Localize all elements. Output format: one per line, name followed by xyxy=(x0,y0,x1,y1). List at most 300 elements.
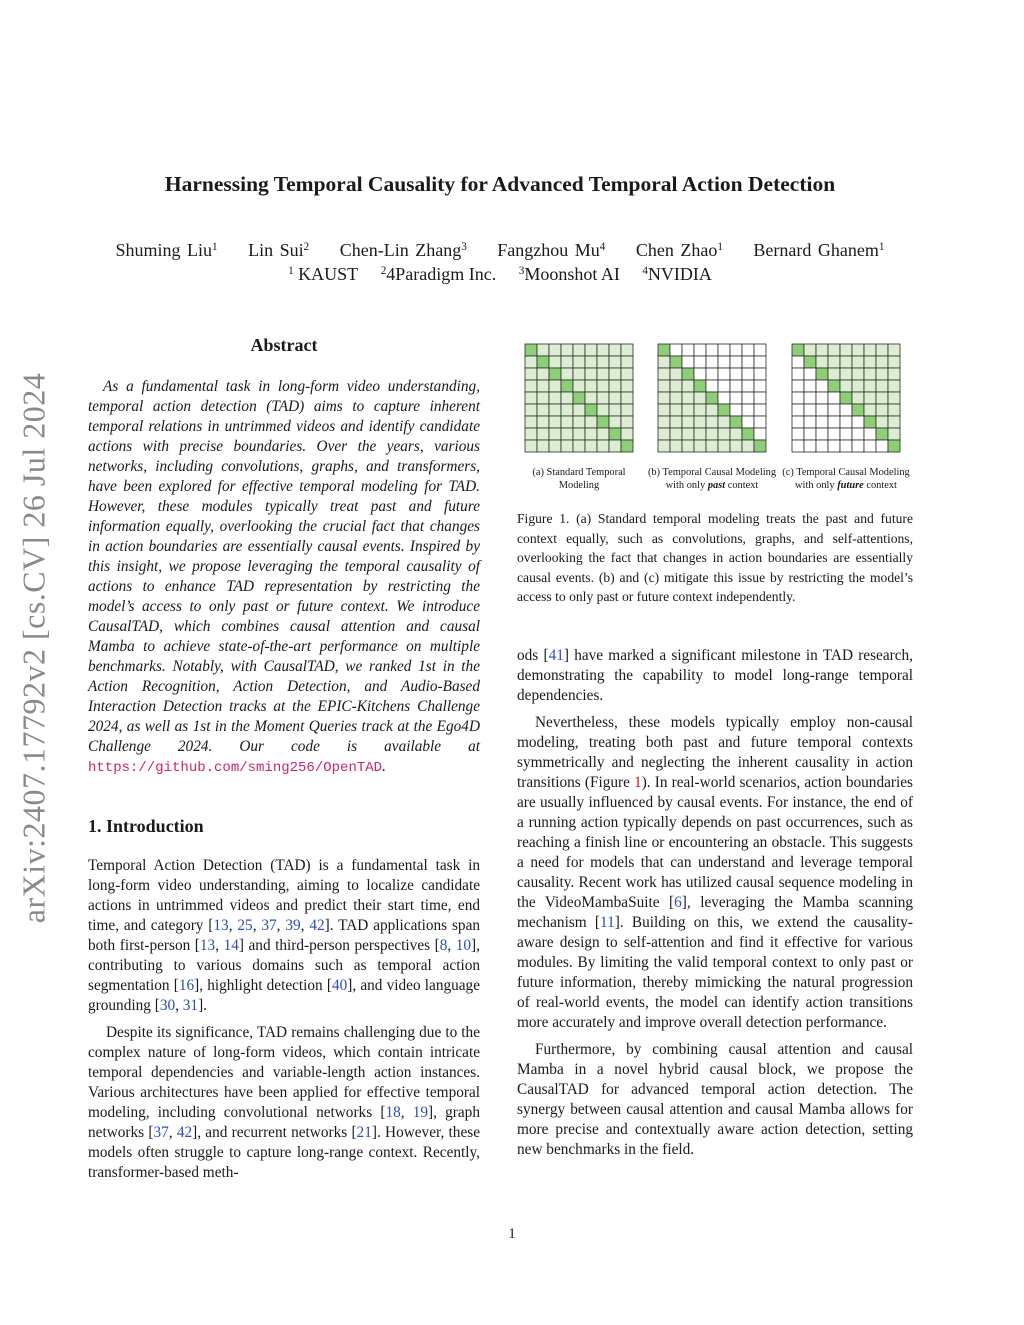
matrix-cell xyxy=(840,356,852,368)
matrix-cell xyxy=(828,428,840,440)
matrix-cell xyxy=(816,392,828,404)
matrix-cell xyxy=(742,368,754,380)
matrix-cell xyxy=(754,404,766,416)
matrix-cell xyxy=(670,380,682,392)
matrix-cell xyxy=(706,380,718,392)
matrix-cell xyxy=(621,428,633,440)
subcaption-b: (b) Temporal Causal Modeling with only past context xyxy=(647,467,777,491)
matrix-cell xyxy=(718,392,730,404)
matrix-cell xyxy=(876,368,888,380)
matrix-cell xyxy=(537,428,549,440)
affiliation: $^4$NVIDIA xyxy=(642,264,712,284)
matrix-cell xyxy=(864,416,876,428)
matrix-cell xyxy=(804,428,816,440)
matrix-cell xyxy=(754,368,766,380)
matrix-cell xyxy=(537,404,549,416)
matrix-cell xyxy=(694,416,706,428)
matrix-cell xyxy=(730,404,742,416)
matrix-cell xyxy=(573,356,585,368)
matrix-cell xyxy=(585,440,597,452)
matrix-cell xyxy=(658,344,670,356)
matrix-cell xyxy=(694,428,706,440)
matrix-cell xyxy=(792,380,804,392)
matrix-cell xyxy=(597,392,609,404)
matrix-cell xyxy=(525,440,537,452)
code-link[interactable]: https://github.com/sming256/OpenTAD xyxy=(88,760,383,776)
matrix-cell xyxy=(670,440,682,452)
citation-link[interactable]: 10 xyxy=(455,937,472,954)
matrix-cell xyxy=(670,404,682,416)
matrix-cell xyxy=(876,428,888,440)
matrix-cell xyxy=(561,344,573,356)
matrix-cell xyxy=(876,392,888,404)
matrix-cell xyxy=(840,440,852,452)
intro-paragraph-5: Furthermore, by combining causal attention and causal Mamba in a novel hybrid causal block, we propose the CausalTAD for advanced temporal action detection. The synergy between causal attention and causal Mamba allows for more precise and contextually aware action detection, setting new benchmarks in the field. xyxy=(517,1041,913,1158)
author: Fangzhou Mu$^4$ xyxy=(497,240,606,260)
matrix-cell xyxy=(876,404,888,416)
matrix-cell xyxy=(828,440,840,452)
matrix-cell xyxy=(573,380,585,392)
matrix-cell xyxy=(597,416,609,428)
matrix-cell xyxy=(754,416,766,428)
citation-link[interactable]: 31 xyxy=(182,997,199,1014)
matrix-cell xyxy=(682,416,694,428)
matrix-cell xyxy=(658,356,670,368)
citation-link[interactable]: 8 xyxy=(439,937,448,954)
attention-matrix-future xyxy=(791,343,901,453)
matrix-cell xyxy=(742,392,754,404)
matrix-cell xyxy=(840,368,852,380)
matrix-cell xyxy=(597,344,609,356)
matrix-cell xyxy=(537,344,549,356)
matrix-cell xyxy=(888,392,900,404)
matrix-cell xyxy=(804,416,816,428)
matrix-cell xyxy=(804,392,816,404)
matrix-cell xyxy=(682,368,694,380)
matrix-cell xyxy=(718,404,730,416)
affiliation-list xyxy=(80,264,920,285)
matrix-cell xyxy=(549,392,561,404)
matrix-cell xyxy=(730,380,742,392)
matrix-cell xyxy=(658,392,670,404)
matrix-cell xyxy=(585,428,597,440)
matrix-cell xyxy=(585,380,597,392)
matrix-cell xyxy=(621,416,633,428)
matrix-cell xyxy=(682,392,694,404)
matrix-cell xyxy=(864,344,876,356)
matrix-cell xyxy=(525,392,537,404)
matrix-cell xyxy=(585,392,597,404)
matrix-cell xyxy=(816,404,828,416)
matrix-cell xyxy=(804,356,816,368)
matrix-cell xyxy=(718,428,730,440)
matrix-cell xyxy=(658,380,670,392)
citation-link[interactable]: 42 xyxy=(309,917,325,934)
matrix-cell xyxy=(816,428,828,440)
matrix-cell xyxy=(718,368,730,380)
matrix-cell xyxy=(621,392,633,404)
matrix-cell xyxy=(742,416,754,428)
matrix-cell xyxy=(682,440,694,452)
matrix-cell xyxy=(597,440,609,452)
matrix-cell xyxy=(754,344,766,356)
matrix-cell xyxy=(718,416,730,428)
matrix-cell xyxy=(549,440,561,452)
matrix-cell xyxy=(852,392,864,404)
matrix-cell xyxy=(706,368,718,380)
author: Lin Sui$^2$ xyxy=(248,240,310,260)
intro-paragraph-2: Despite its significance, TAD remains challenging due to the complex nature of long-form videos, which contain intricate temporal dependencies and variable-length action instances. Various architectures have been applied for effective temporal modeling, including convolutional networks [18, 19], graph networks [37, 42], and recurrent networks [21]. However, these models often struggle to capture long-range context. Recently, transformer-based meth- xyxy=(88,1024,480,1181)
matrix-cell xyxy=(864,428,876,440)
matrix-cell xyxy=(561,428,573,440)
matrix-cell xyxy=(585,368,597,380)
matrix-cell xyxy=(621,404,633,416)
matrix-cell xyxy=(658,368,670,380)
matrix-cell xyxy=(694,440,706,452)
paper-title: Harnessing Temporal Causality for Advanced Temporal Action Detection xyxy=(164,172,836,196)
intro-heading: 1. Introduction xyxy=(88,816,204,836)
matrix-cell xyxy=(549,428,561,440)
matrix-cell xyxy=(816,380,828,392)
matrix-cell xyxy=(609,368,621,380)
matrix-cell xyxy=(694,380,706,392)
matrix-cell xyxy=(682,428,694,440)
matrix-cell xyxy=(792,440,804,452)
citation-link[interactable]: 41 xyxy=(548,647,564,664)
matrix-cell xyxy=(792,368,804,380)
citation-link[interactable]: 6 xyxy=(674,894,682,911)
matrix-cell xyxy=(525,380,537,392)
matrix-cell xyxy=(730,440,742,452)
matrix-cell xyxy=(840,392,852,404)
matrix-cell xyxy=(609,356,621,368)
matrix-cell xyxy=(525,428,537,440)
matrix-cell xyxy=(876,356,888,368)
citation-link[interactable]: 16 xyxy=(178,977,195,994)
matrix-cell xyxy=(585,344,597,356)
matrix-cell xyxy=(658,440,670,452)
matrix-cell xyxy=(888,356,900,368)
author: Shuming Liu$^1$ xyxy=(115,240,218,260)
matrix-cell xyxy=(609,416,621,428)
matrix-cell xyxy=(852,416,864,428)
matrix-cell xyxy=(840,404,852,416)
matrix-cell xyxy=(609,380,621,392)
matrix-cell xyxy=(742,380,754,392)
matrix-cell xyxy=(561,392,573,404)
matrix-cell xyxy=(852,356,864,368)
matrix-cell xyxy=(828,392,840,404)
matrix-cell xyxy=(573,428,585,440)
matrix-cell xyxy=(816,440,828,452)
citation-link[interactable]: 21 xyxy=(356,1124,372,1141)
abstract-heading: Abstract xyxy=(250,335,318,355)
page-number: 1 xyxy=(508,1226,516,1242)
matrix-cell xyxy=(864,368,876,380)
citation-link[interactable]: 19 xyxy=(412,1104,429,1121)
citation-link[interactable]: 40 xyxy=(331,977,348,994)
matrix-cell xyxy=(852,368,864,380)
matrix-cell xyxy=(742,356,754,368)
matrix-cell xyxy=(537,368,549,380)
matrix-cell xyxy=(730,344,742,356)
matrix-cell xyxy=(888,440,900,452)
matrix-cell xyxy=(525,404,537,416)
matrix-cell xyxy=(840,416,852,428)
citation-link[interactable]: 30 xyxy=(159,997,176,1014)
matrix-cell xyxy=(525,368,537,380)
matrix-cell xyxy=(804,344,816,356)
matrix-cell xyxy=(549,380,561,392)
left-column xyxy=(88,333,480,1183)
matrix-cell xyxy=(670,344,682,356)
matrix-cell xyxy=(585,416,597,428)
matrix-cell xyxy=(840,380,852,392)
matrix-cell xyxy=(658,428,670,440)
citation-link[interactable]: 37 xyxy=(153,1124,169,1141)
matrix-cell xyxy=(549,356,561,368)
matrix-cell xyxy=(706,404,718,416)
matrix-cell xyxy=(864,404,876,416)
matrix-cell xyxy=(658,416,670,428)
matrix-cell xyxy=(730,368,742,380)
matrix-cell xyxy=(585,356,597,368)
matrix-cell xyxy=(876,380,888,392)
matrix-cell xyxy=(864,380,876,392)
matrix-cell xyxy=(561,380,573,392)
matrix-cell xyxy=(754,356,766,368)
matrix-cell xyxy=(828,416,840,428)
matrix-cell xyxy=(706,440,718,452)
matrix-cell xyxy=(888,416,900,428)
matrix-cell xyxy=(792,392,804,404)
matrix-cell xyxy=(573,368,585,380)
abstract-text: As a fundamental task in long-form video understanding, temporal action detection (TAD) aims to capture inherent temporal relations in untrimmed videos and identify candidate actions with precise boundaries. Over the years, various networks, including convolutions, graphs, and transformers, have been explored for effective temporal modeling for TAD. However, these modules typically treat past and future information equally, overlooking the crucial fact that changes in action boundaries are essentially causal events. Inspired by this insight, we propose leveraging the temporal causality of actions to enhance TAD representation by restricting the model’s access to only past or future context. We introduce CausalTAD, which combines causal attention and causal Mamba to achieve state-of-the-art performance on multiple benchmarks. Notably, with CausalTAD, we ranked 1st in the Action Recognition, Action Detection, and Audio-Based Interaction Detection tracks at the EPIC-Kitchens Challenge 2024, as well as 1st in the Moment Queries track at the Ego4D Challenge 2024. Our code is available at https://github.com/sming256/OpenTAD. xyxy=(88,378,480,776)
matrix-cell xyxy=(816,344,828,356)
matrix-cell xyxy=(864,440,876,452)
matrix-cell xyxy=(730,356,742,368)
citation-link[interactable]: 13 xyxy=(199,937,216,954)
matrix-cell xyxy=(694,344,706,356)
attention-matrix-past xyxy=(657,343,767,453)
author: Chen Zhao$^1$ xyxy=(635,240,723,260)
matrix-cell xyxy=(888,428,900,440)
matrix-cell xyxy=(888,404,900,416)
subfigure-b xyxy=(657,343,767,453)
author: Chen-Lin Zhang$^3$ xyxy=(339,240,467,260)
matrix-cell xyxy=(804,440,816,452)
attention-matrix-full xyxy=(524,343,634,453)
matrix-cell xyxy=(670,368,682,380)
author-list xyxy=(80,240,920,261)
matrix-cell xyxy=(718,344,730,356)
matrix-cell xyxy=(670,428,682,440)
intro-paragraph-1: Temporal Action Detection (TAD) is a fundamental task in long-form video understanding, aiming to localize candidate actions in untrimmed videos and predict their start time, end time, and category [13, 25, 37, 39, 42]. TAD applications span both first-person [13, 14] and third-person perspectives [8, 10], contributing to various domains such as temporal action segmentation [16], highlight detection [40], and video language grounding [30, 31]. xyxy=(88,857,481,1014)
matrix-cell xyxy=(706,344,718,356)
matrix-cell xyxy=(792,416,804,428)
citation-link[interactable]: 25 xyxy=(237,917,253,934)
figure-reference-link[interactable]: 1 xyxy=(634,774,642,791)
matrix-cell xyxy=(561,356,573,368)
matrix-cell xyxy=(742,428,754,440)
matrix-cell xyxy=(706,392,718,404)
matrix-cell xyxy=(609,404,621,416)
affiliation: $^3$Moonshot AI xyxy=(518,264,620,284)
matrix-cell xyxy=(621,440,633,452)
matrix-cell xyxy=(597,368,609,380)
matrix-cell xyxy=(609,440,621,452)
matrix-cell xyxy=(754,440,766,452)
matrix-cell xyxy=(597,428,609,440)
matrix-cell xyxy=(804,404,816,416)
matrix-cell xyxy=(525,344,537,356)
matrix-cell xyxy=(573,344,585,356)
matrix-cell xyxy=(525,416,537,428)
matrix-cell xyxy=(670,416,682,428)
citation-link[interactable]: 14 xyxy=(223,937,239,954)
matrix-cell xyxy=(525,356,537,368)
matrix-cell xyxy=(585,404,597,416)
citation-link[interactable]: 11 xyxy=(600,914,615,931)
author: Bernard Ghanem$^1$ xyxy=(753,240,885,260)
matrix-cell xyxy=(694,356,706,368)
matrix-cell xyxy=(876,344,888,356)
matrix-cell xyxy=(828,344,840,356)
matrix-cell xyxy=(682,344,694,356)
matrix-cell xyxy=(828,404,840,416)
matrix-cell xyxy=(840,344,852,356)
matrix-cell xyxy=(828,380,840,392)
matrix-cell xyxy=(609,428,621,440)
matrix-cell xyxy=(537,416,549,428)
matrix-cell xyxy=(670,356,682,368)
matrix-cell xyxy=(537,440,549,452)
matrix-cell xyxy=(852,380,864,392)
matrix-cell xyxy=(888,344,900,356)
matrix-cell xyxy=(682,404,694,416)
matrix-cell xyxy=(852,344,864,356)
matrix-cell xyxy=(742,404,754,416)
matrix-cell xyxy=(816,356,828,368)
matrix-cell xyxy=(609,344,621,356)
matrix-cell xyxy=(730,392,742,404)
matrix-cell xyxy=(852,404,864,416)
matrix-cell xyxy=(804,380,816,392)
matrix-cell xyxy=(852,440,864,452)
subfigure-a xyxy=(524,343,634,453)
matrix-cell xyxy=(621,356,633,368)
affiliation: $^2$4Paradigm Inc. xyxy=(380,264,497,284)
matrix-cell xyxy=(597,380,609,392)
matrix-cell xyxy=(573,404,585,416)
matrix-cell xyxy=(718,356,730,368)
matrix-cell xyxy=(694,368,706,380)
matrix-cell xyxy=(549,416,561,428)
matrix-cell xyxy=(573,416,585,428)
matrix-cell xyxy=(549,344,561,356)
matrix-cell xyxy=(876,440,888,452)
affiliation: $^1$ KAUST xyxy=(288,264,359,284)
matrix-cell xyxy=(621,344,633,356)
matrix-cell xyxy=(682,356,694,368)
subcaption-c: (c) Temporal Causal Modeling with only future context xyxy=(782,467,910,491)
matrix-cell xyxy=(754,392,766,404)
matrix-cell xyxy=(852,428,864,440)
matrix-cell xyxy=(876,416,888,428)
citation-link[interactable]: 13 xyxy=(213,917,229,934)
matrix-cell xyxy=(537,392,549,404)
matrix-cell xyxy=(706,428,718,440)
matrix-cell xyxy=(742,344,754,356)
matrix-cell xyxy=(730,416,742,428)
matrix-cell xyxy=(864,392,876,404)
right-column xyxy=(517,646,913,1160)
matrix-cell xyxy=(561,368,573,380)
matrix-cell xyxy=(828,356,840,368)
subfigure-c xyxy=(791,343,901,453)
matrix-cell xyxy=(888,368,900,380)
matrix-cell xyxy=(621,380,633,392)
intro-paragraph-3: ods [41] have marked a significant milestone in TAD research, demonstrating the capability to model long-range temporal dependencies. xyxy=(517,647,913,704)
matrix-cell xyxy=(840,428,852,440)
matrix-cell xyxy=(694,404,706,416)
matrix-cell xyxy=(792,428,804,440)
matrix-cell xyxy=(670,392,682,404)
matrix-cell xyxy=(718,440,730,452)
matrix-cell xyxy=(888,380,900,392)
matrix-cell xyxy=(742,440,754,452)
matrix-cell xyxy=(561,404,573,416)
matrix-cell xyxy=(561,440,573,452)
matrix-cell xyxy=(561,416,573,428)
matrix-cell xyxy=(537,380,549,392)
matrix-cell xyxy=(706,356,718,368)
citation-link[interactable]: 37 xyxy=(261,917,277,934)
matrix-cell xyxy=(694,392,706,404)
matrix-cell xyxy=(754,380,766,392)
matrix-cell xyxy=(549,368,561,380)
matrix-cell xyxy=(816,416,828,428)
citation-link[interactable]: 39 xyxy=(285,917,301,934)
matrix-cell xyxy=(682,380,694,392)
matrix-cell xyxy=(730,428,742,440)
subcaption-a: (a) Standard Temporal Modeling xyxy=(532,467,626,491)
matrix-cell xyxy=(828,368,840,380)
matrix-cell xyxy=(804,368,816,380)
arxiv-id-text: arXiv:2407.17792v2 [cs.CV] 26 Jul 2024 xyxy=(15,372,52,924)
matrix-cell xyxy=(718,380,730,392)
matrix-cell xyxy=(597,404,609,416)
matrix-cell xyxy=(573,392,585,404)
citation-link[interactable]: 42 xyxy=(176,1124,193,1141)
matrix-cell xyxy=(792,344,804,356)
matrix-cell xyxy=(609,392,621,404)
matrix-cell xyxy=(816,368,828,380)
matrix-cell xyxy=(864,356,876,368)
intro-paragraph-4: Nevertheless, these models typically employ non-causal modeling, treating both past and future temporal contexts symmetrically and neglecting the inherent causality in action transitions (Figure 1). In real-world scenarios, action boundaries are usually influenced by causal events. For instance, the end of a running action typically depends on past occurrences, such as reaching a finish line or encountering an obstacle. This suggests a need for models that can understand and leverage temporal causality. Recent work has utilized causal sequence modeling in the VideoMambaSuite [6], leveraging the Mamba scanning mechanism [11]. Building on this, we extend the causality-aware design to self-attention and find it effective for various modules. By limiting the valid temporal context to only past or future information, thereby mimicking the natural progression of real-world events, the model can identify action transitions more accurately and improve overall detection performance. xyxy=(517,714,913,1031)
matrix-cell xyxy=(597,356,609,368)
matrix-cell xyxy=(621,368,633,380)
matrix-cell xyxy=(573,440,585,452)
matrix-cell xyxy=(792,404,804,416)
matrix-cell xyxy=(792,356,804,368)
matrix-cell xyxy=(549,404,561,416)
matrix-cell xyxy=(706,416,718,428)
figure-caption: Figure 1. (a) Standard temporal modeling treats the past and future context equally, such as convolutions, graphs, and self-attentions, overlooking the fact that changes in action boundaries are essentially causal events. (b) and (c) mitigate this issue by restricting the model’s access to only past or future context independently. xyxy=(517,511,913,604)
citation-link[interactable]: 18 xyxy=(385,1104,401,1121)
matrix-cell xyxy=(658,404,670,416)
matrix-cell xyxy=(537,356,549,368)
